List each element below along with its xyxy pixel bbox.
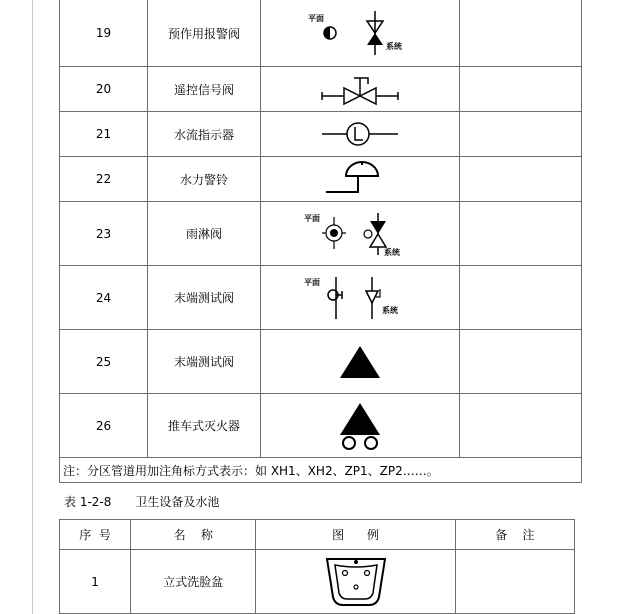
- row-name: 水力警铃: [148, 157, 261, 202]
- caption-title: 卫生设备及水池: [135, 495, 220, 509]
- table-header-row: [60, 520, 575, 550]
- filled-triangle-icon: [335, 342, 385, 382]
- water-flow-indicator-icon: [320, 119, 400, 149]
- hydraulic-alarm-bell-icon: [320, 160, 400, 198]
- row-number: 1: [60, 550, 131, 614]
- cart-extinguisher-icon: [335, 399, 385, 453]
- row-number: 26: [60, 394, 148, 458]
- table-row: [60, 550, 575, 614]
- table-row: [60, 0, 582, 67]
- system-label: 系统: [384, 246, 400, 257]
- system-label: 系统: [386, 41, 402, 51]
- table-row: [60, 266, 582, 330]
- row-number: 21: [60, 112, 148, 157]
- table-row: [60, 202, 582, 266]
- table-row: [60, 67, 582, 112]
- remote-signal-valve-icon: [320, 70, 400, 108]
- preaction-alarm-valve-icon: [300, 9, 420, 57]
- table-row: [60, 157, 582, 202]
- header-name: 名 称: [131, 520, 256, 550]
- row-name: 立式洗脸盆: [131, 550, 256, 614]
- table-row: [60, 112, 582, 157]
- header-symbol: 图 例: [256, 520, 455, 550]
- table-note: 注：分区管道用加注角标方式表示：如 XH1、XH2、ZP1、ZP2……。: [60, 458, 582, 483]
- row-number: 23: [60, 202, 148, 266]
- row-name: 水流指示器: [148, 112, 261, 157]
- end-test-valve-icon: [300, 273, 420, 323]
- table-row: [60, 330, 582, 394]
- table-caption: [64, 493, 219, 510]
- row-name: 推车式灭火器: [148, 394, 261, 458]
- table-note-row: [60, 458, 582, 483]
- sanitary-fixtures-table: [59, 519, 575, 614]
- system-label: 系统: [382, 304, 398, 315]
- wash-basin-icon: [321, 555, 391, 609]
- deluge-valve-icon: [300, 209, 420, 259]
- row-name: 雨淋阀: [148, 202, 261, 266]
- row-name: 末端测试阀: [148, 266, 261, 330]
- header-number: 序 号: [60, 520, 131, 550]
- table-row: [60, 394, 582, 458]
- fire-symbols-table: [59, 0, 582, 483]
- row-number: 24: [60, 266, 148, 330]
- row-name: 末端测试阀: [148, 330, 261, 394]
- plan-label: 平面: [308, 13, 324, 23]
- row-number: 22: [60, 157, 148, 202]
- caption-number: 表 1-2-8: [64, 495, 112, 509]
- plan-label: 平面: [304, 276, 320, 287]
- row-number: 25: [60, 330, 148, 394]
- row-number: 19: [60, 0, 148, 67]
- header-remark: 备 注: [455, 520, 574, 550]
- row-name: 遥控信号阀: [148, 67, 261, 112]
- page-margin-line: [32, 0, 33, 614]
- plan-label: 平面: [304, 212, 320, 223]
- row-number: 20: [60, 67, 148, 112]
- row-name: 预作用报警阀: [148, 0, 261, 67]
